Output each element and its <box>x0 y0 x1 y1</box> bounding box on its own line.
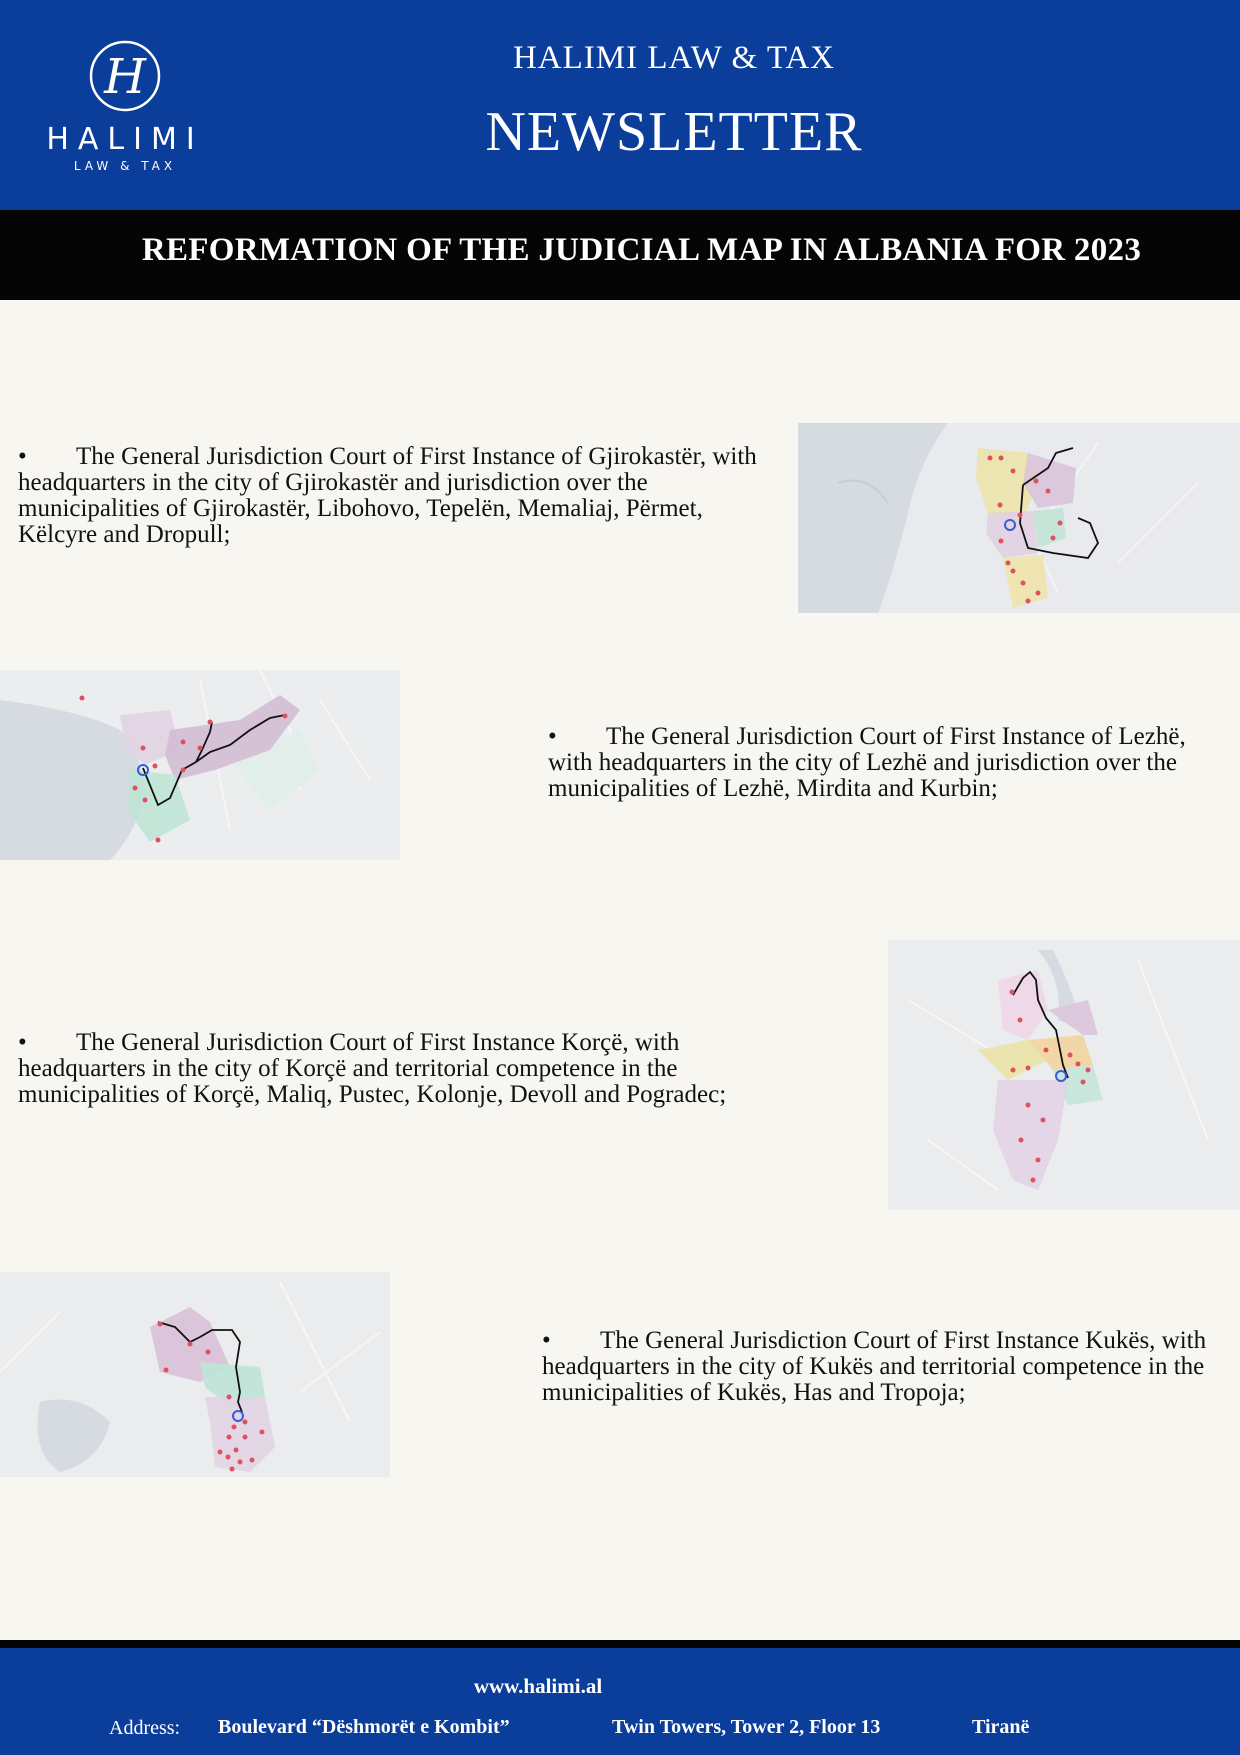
website-link[interactable]: www.halimi.al <box>473 1674 603 1698</box>
newsletter-title: NEWSLETTER <box>485 101 863 163</box>
newsletter-footer <box>0 1640 1240 1755</box>
section-kukes-text: • The General Jurisdiction Court of First Instance Kukës, with headquarters in the city of Kukës and territorial competence in the municipalities of Kukës, Has and Tropoja; <box>542 1327 1207 1406</box>
map-kukes <box>0 1272 390 1477</box>
title-band <box>0 210 1240 300</box>
firm-name: HALIMI LAW & TAX <box>512 40 836 76</box>
section-korce-text: • The General Jurisdiction Court of First Instance Korçë, with headquarters in the city of Korçë and territorial competence in the municipalities of Korçë, Maliq, Pustec, Kolonje, Devoll and Pogradec; <box>18 1029 727 1108</box>
address-building: Twin Towers, Tower 2, Floor 13 <box>612 1716 881 1738</box>
newsletter-header <box>0 0 1240 210</box>
section-gjirokaster-text: • The General Jurisdiction Court of First Instance of Gjirokastër, with headquarters in the city of Gjirokastër and jurisdiction over the municipalities of Gjirokastër, Libohovo, Tepelën, Memaliaj, Përmet, Këlcyre and Dropull; <box>18 443 757 548</box>
map-korce <box>888 940 1240 1210</box>
logo-wordmark: HALIMI <box>46 122 204 157</box>
map-lezhe <box>0 670 400 860</box>
address-city: Tiranë <box>972 1716 1030 1738</box>
address-street: Boulevard “Dëshmorët e Kombit” <box>218 1716 510 1738</box>
map-gjirokaster <box>798 423 1240 613</box>
logo-tagline: LAW & TAX <box>73 159 177 173</box>
svg-text:H: H <box>104 49 146 105</box>
address-label: Address: <box>109 1717 181 1739</box>
page-title: REFORMATION OF THE JUDICIAL MAP IN ALBANIA FOR 2023 <box>141 232 1142 268</box>
section-lezhe-text: • The General Jurisdiction Court of First Instance of Lezhë, with headquarters in the city of Lezhë and jurisdiction over the municipalities of Lezhë, Mirdita and Kurbin; <box>548 723 1186 802</box>
